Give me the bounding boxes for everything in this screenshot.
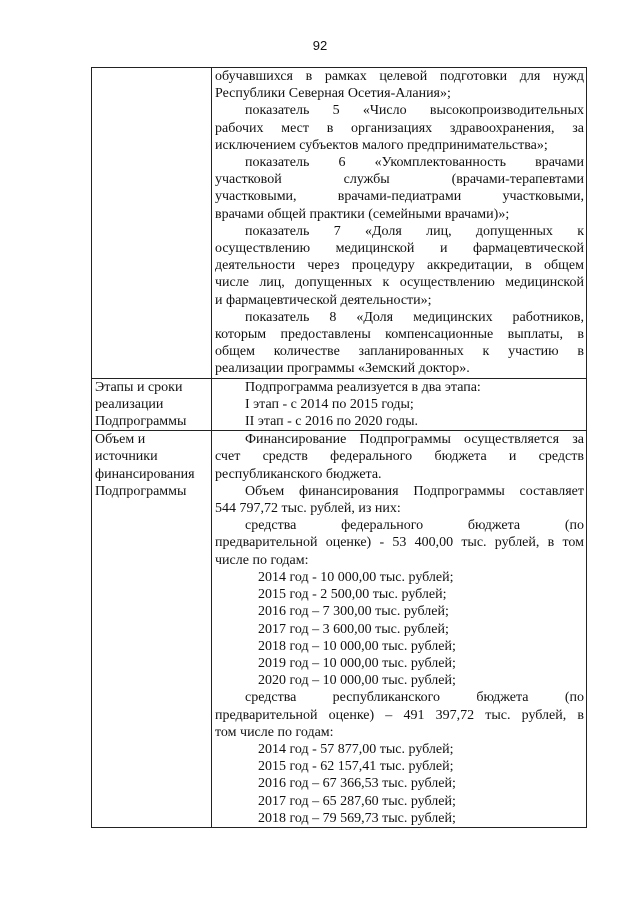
text-line: показатель 7 «Доля лиц, допущенных к — [245, 223, 584, 239]
text-line: и фармацевтической деятельности»; — [215, 292, 432, 308]
row-content-cell — [212, 431, 587, 828]
year-amount-line: 2014 год - 10 000,00 тыс. рублей; — [258, 569, 454, 585]
passport-table — [91, 67, 587, 828]
text-line: показатель 8 «Доля медицинских работников, — [245, 309, 584, 325]
table-row-financing — [92, 431, 587, 828]
row-label: Подпрограммы — [95, 414, 187, 430]
page-number: 92 — [312, 38, 328, 53]
text-line: показатель 6 «Укомплектованность врачами — [245, 155, 584, 171]
year-amount-line: 2020 год – 10 000,00 тыс. рублей; — [258, 673, 456, 689]
text-line: предварительной оценке) - 53 400,00 тыс. рублей, в том — [215, 535, 584, 551]
text-line: республиканского бюджета. — [215, 466, 382, 482]
text-line: участковой службы (врачами-терапевтами — [215, 172, 584, 188]
text-line: средства республиканского бюджета (по — [245, 690, 584, 706]
text-line: числе лиц, допущенных к осуществлению медицинской — [215, 275, 584, 291]
text-line: которым предоставлены компенсационные выплаты, в — [215, 327, 584, 343]
text-line: осуществлению медицинской и фармацевтической — [215, 241, 584, 257]
year-amount-line: 2015 год - 2 500,00 тыс. рублей; — [258, 587, 447, 603]
year-amount-line: 2019 год – 10 000,00 тыс. рублей; — [258, 655, 456, 671]
text-line: счет средств федерального бюджета и средств — [215, 449, 584, 465]
row-label-cell — [92, 378, 212, 431]
row-label: источники — [95, 449, 158, 465]
text-line: Финансирование Подпрограммы осуществляется за — [245, 432, 584, 448]
table-row-stages — [92, 378, 587, 431]
text-line: II этап - с 2016 по 2020 годы. — [245, 414, 419, 430]
text-line: участковыми, врачами-педиатрами участковыми, — [215, 189, 584, 205]
year-amount-line: 2018 год – 79 569,73 тыс. рублей; — [258, 810, 456, 826]
text-line: числе по годам: — [215, 552, 309, 568]
table-row-indicators — [92, 68, 587, 379]
text-line: реализации программы «Земский доктор». — [215, 361, 470, 377]
text-line: Подпрограмма реализуется в два этапа: — [245, 379, 481, 395]
row-content-cell — [212, 378, 587, 431]
row-label: Объем и — [95, 432, 146, 448]
text-line: I этап - с 2014 по 2015 годы; — [245, 396, 414, 412]
text-line: показатель 5 «Число высокопроизводительных — [245, 103, 584, 119]
year-amount-line: 2016 год – 7 300,00 тыс. рублей; — [258, 604, 449, 620]
text-line: том числе по годам: — [215, 724, 334, 740]
year-amount-line: 2018 год – 10 000,00 тыс. рублей; — [258, 638, 456, 654]
text-line: рабочих мест в организациях здравоохранения, за — [215, 120, 584, 136]
text-line: предварительной оценке) – 491 397,72 тыс. рублей, в — [215, 707, 584, 723]
row-label-cell-empty — [92, 68, 212, 379]
row-label: реализации — [95, 396, 164, 412]
text-line: обучавшихся в рамках целевой подготовки для нужд — [215, 69, 584, 84]
year-amount-line: 2016 год – 67 366,53 тыс. рублей; — [258, 776, 456, 792]
row-label: Подпрограммы — [95, 483, 187, 499]
row-content-cell — [212, 68, 587, 379]
year-amount-line: 2017 год – 3 600,00 тыс. рублей; — [258, 621, 449, 637]
year-amount-line: 2017 год – 65 287,60 тыс. рублей; — [258, 793, 456, 809]
year-amount-line: 2014 год - 57 877,00 тыс. рублей; — [258, 741, 454, 757]
text-line: Объем финансирования Подпрограммы составляет — [245, 483, 584, 499]
text-line: 544 797,72 тыс. рублей, из них: — [215, 501, 401, 517]
row-label: Этапы и сроки — [95, 379, 183, 395]
row-label: финансирования — [95, 466, 195, 482]
text-line: деятельности через процедуру аккредитации, в общем — [215, 258, 584, 274]
text-line: Республики Северная Осетия-Алания»; — [215, 86, 451, 102]
text-line: врачами общей практики (семейными врачами)»; — [215, 206, 510, 222]
text-line: средства федерального бюджета (по — [245, 518, 584, 534]
year-amount-line: 2015 год - 62 157,41 тыс. рублей; — [258, 759, 454, 775]
text-line: общем количестве запланированных к участию в — [215, 344, 584, 360]
row-label-cell — [92, 431, 212, 828]
text-line: исключением субъектов малого предпринимательства»; — [215, 137, 548, 153]
